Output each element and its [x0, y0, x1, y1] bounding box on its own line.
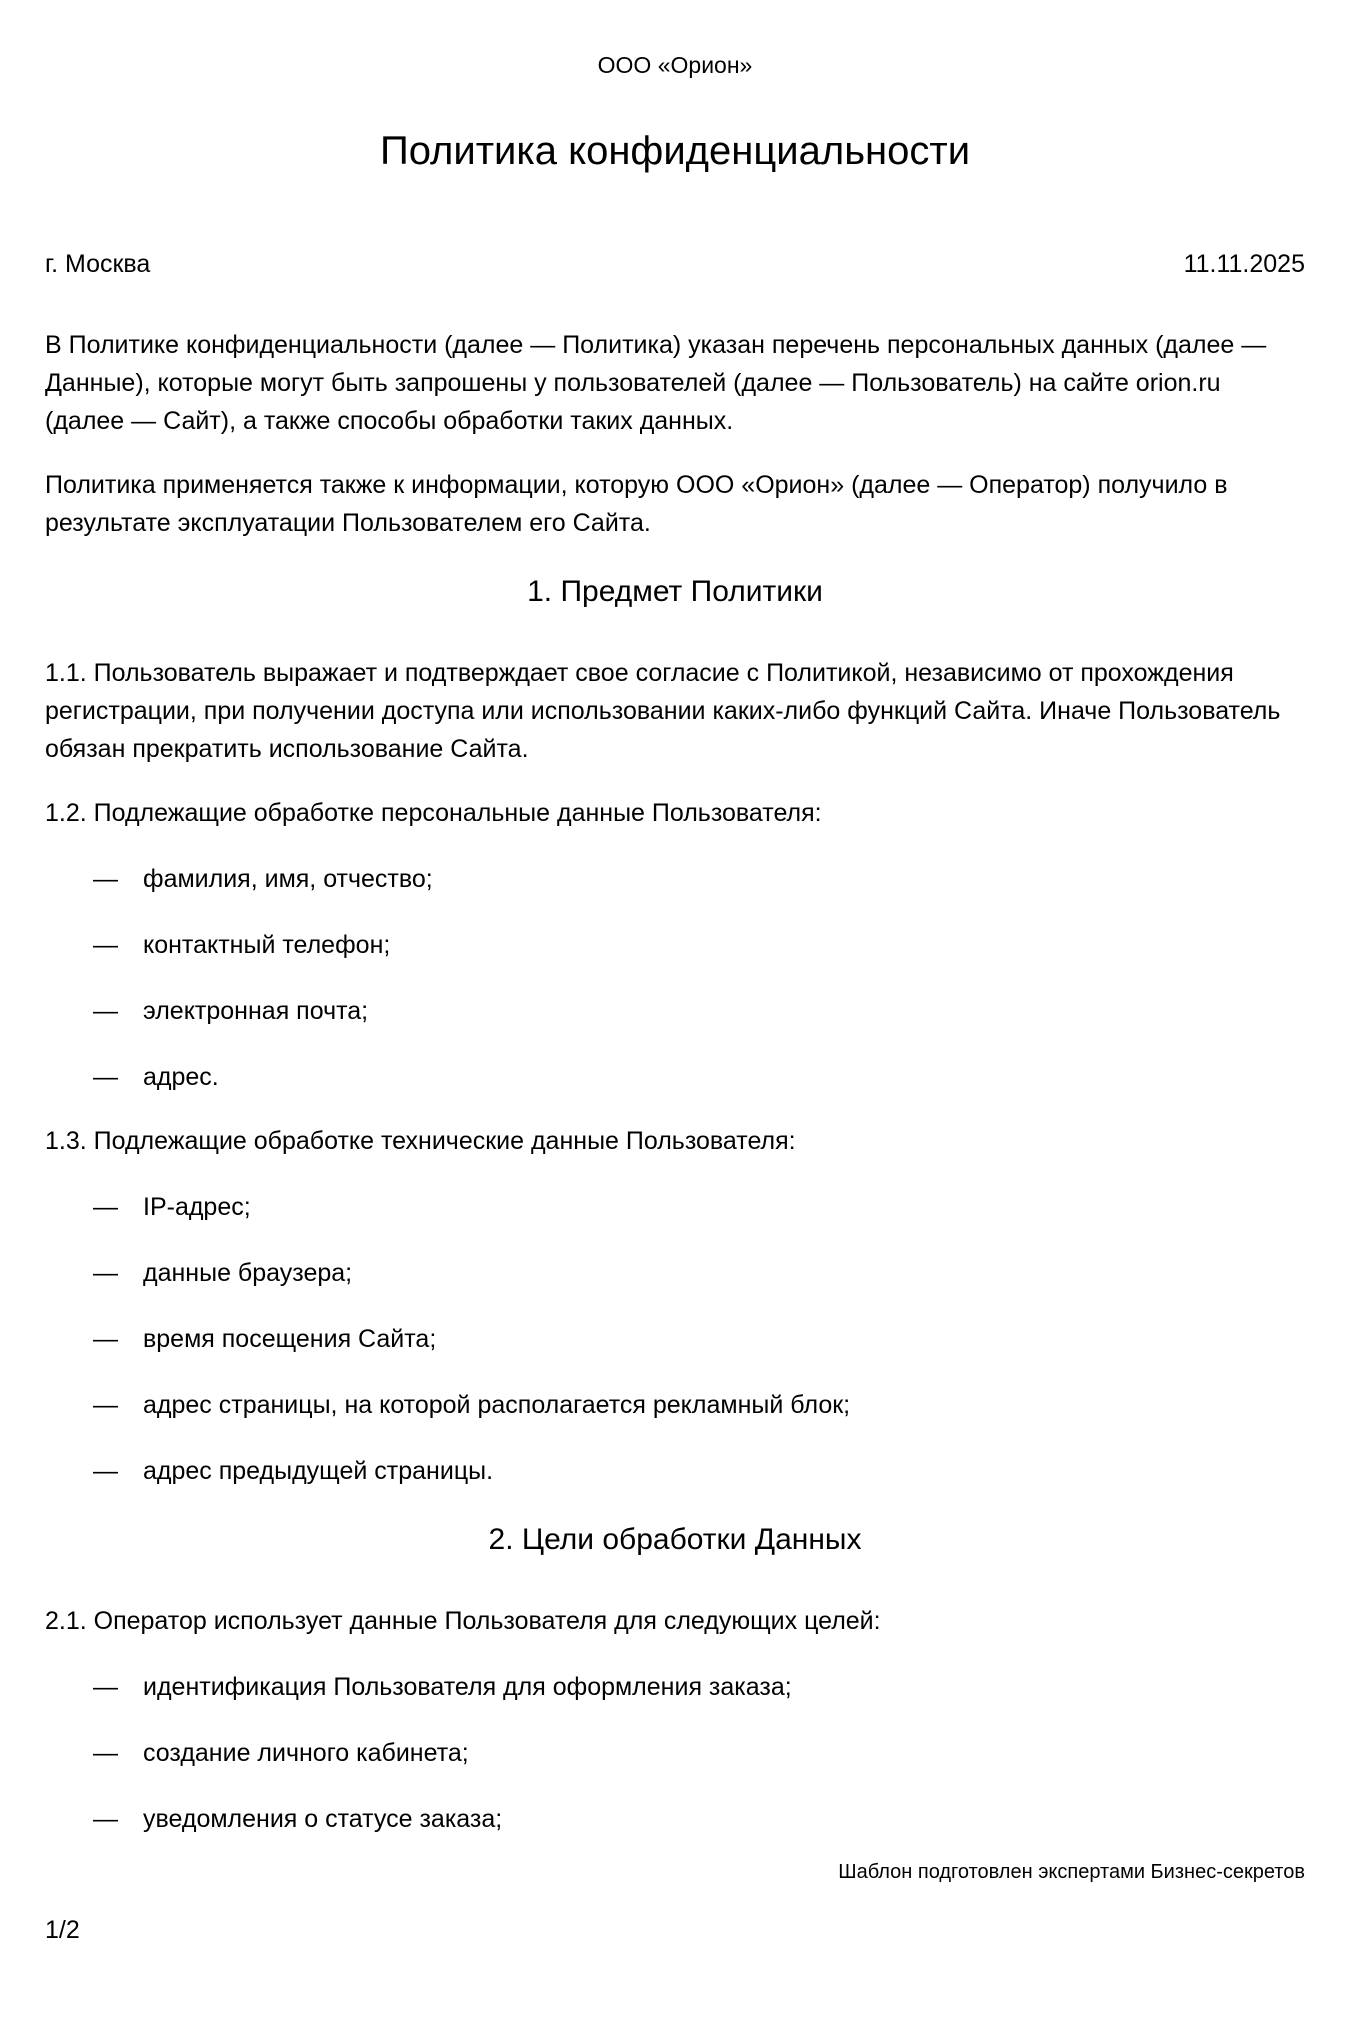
company-name: ООО «Орион» — [597, 52, 753, 78]
dash-bullet: — — [93, 865, 118, 893]
list-item — [45, 1058, 1305, 1096]
list-item — [45, 1452, 1305, 1490]
purposes-list — [45, 1668, 1305, 1838]
dash-bullet: — — [93, 1193, 118, 1221]
list-item — [45, 1320, 1305, 1358]
paragraph-1-1: 1.1. Пользователь выражает и подтверждает свое согласие с Политикой, независимо от прохождения регистрации, при получении доступа или использовании каких-либо функций Сайта. Иначе Пользователь обязан прекратить использование Сайта. — [45, 659, 1281, 763]
personal-data-list — [45, 860, 1305, 1096]
list-item-text: адрес. — [143, 1063, 219, 1091]
city-label: г. Москва — [45, 250, 151, 278]
list-item-text: адрес страницы, на которой располагается рекламный блок; — [143, 1391, 851, 1419]
list-item-text: данные браузера; — [143, 1259, 353, 1287]
page-title: Политика конфиденциальности — [379, 129, 971, 173]
dash-bullet: — — [93, 1259, 118, 1287]
intro-paragraph-1: В Политике конфиденциальности (далее — Политика) указан перечень персональных данных (далее — Данные), которые могут быть запрошены у пользователей (далее — Пользователь) на сайте orion.ru (далее — Сайт), а также способы обработки таких данных. — [45, 331, 1267, 435]
paragraph-1-3: 1.3. Подлежащие обработке технические данные Пользователя: — [45, 1127, 796, 1155]
paragraph-2-1: 2.1. Оператор использует данные Пользователя для следующих целей: — [45, 1607, 881, 1635]
list-item-text: IP-адрес; — [143, 1193, 251, 1221]
paragraph-1-2: 1.2. Подлежащие обработке персональные данные Пользователя: — [45, 799, 822, 827]
list-item-text: адрес предыдущей страницы. — [143, 1457, 494, 1485]
list-item — [45, 1734, 1305, 1772]
technical-data-list — [45, 1188, 1305, 1490]
list-item-text: контактный телефон; — [143, 931, 391, 959]
dash-bullet: — — [93, 1325, 118, 1353]
list-item-text: уведомления о статусе заказа; — [143, 1805, 503, 1833]
list-item-text: время посещения Сайта; — [143, 1325, 437, 1353]
date-label: 11.11.2025 — [1183, 250, 1305, 278]
meta-row — [45, 250, 1305, 279]
list-item — [45, 860, 1305, 898]
dash-bullet: — — [93, 1739, 118, 1767]
template-attribution: Шаблон подготовлен экспертами Бизнес-секретов — [838, 1861, 1305, 1883]
dash-bullet: — — [93, 1805, 118, 1833]
dash-bullet: — — [93, 1457, 118, 1485]
list-item — [45, 1188, 1305, 1226]
list-item — [45, 1386, 1305, 1424]
dash-bullet: — — [93, 1673, 118, 1701]
list-item — [45, 926, 1305, 964]
list-item-text: электронная почта; — [143, 997, 369, 1025]
page-number: 1/2 — [45, 1916, 80, 1944]
section-heading-1: 1. Предмет Политики — [527, 575, 823, 608]
list-item-text: создание личного кабинета; — [143, 1739, 469, 1767]
list-item — [45, 992, 1305, 1030]
dash-bullet: — — [93, 1063, 118, 1091]
list-item — [45, 1254, 1305, 1292]
dash-bullet: — — [93, 997, 118, 1025]
dash-bullet: — — [93, 931, 118, 959]
list-item-text: идентификация Пользователя для оформления заказа; — [143, 1673, 792, 1701]
list-item — [45, 1800, 1305, 1838]
intro-paragraph-2: Политика применяется также к информации, которую ООО «Орион» (далее — Оператор) получило в результате эксплуатации Пользователем его Сайта. — [45, 471, 1228, 537]
dash-bullet: — — [93, 1391, 118, 1419]
list-item — [45, 1668, 1305, 1706]
list-item-text: фамилия, имя, отчество; — [143, 865, 433, 893]
section-heading-2: 2. Цели обработки Данных — [488, 1523, 862, 1556]
